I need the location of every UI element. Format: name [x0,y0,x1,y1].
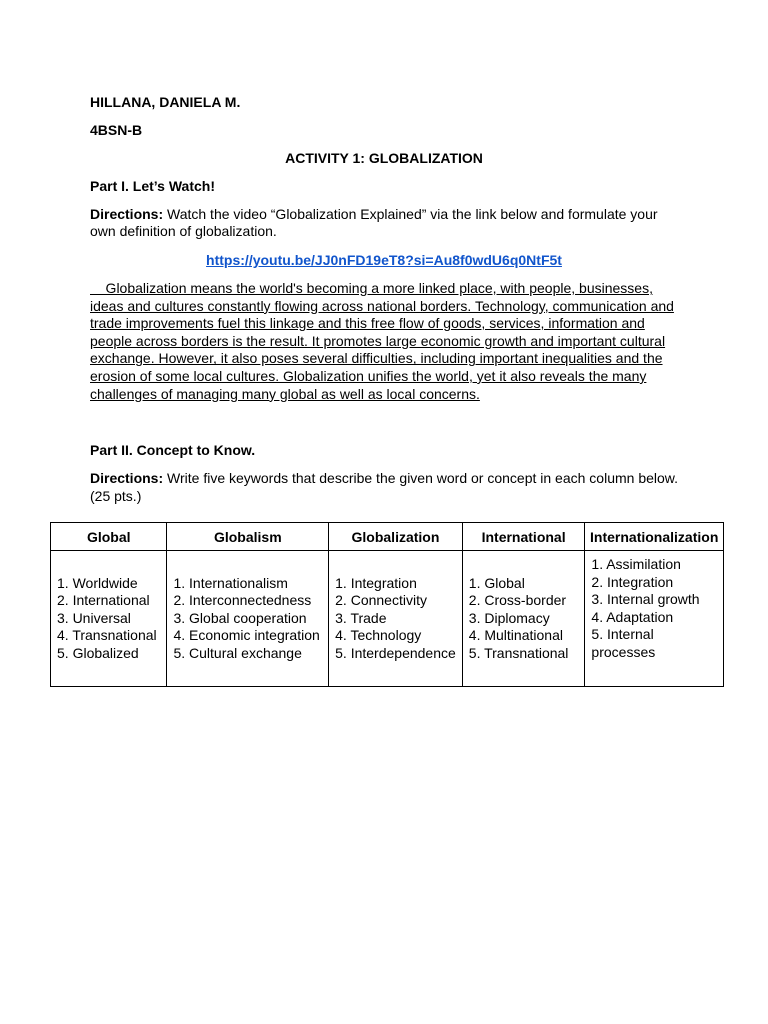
keyword-item: 2. Cross-border [468,592,567,609]
header-internationalization: Internationalization [585,523,724,551]
keyword-item: 4. Multinational [468,627,563,644]
table-header-row [51,523,724,551]
part2-directions-text: Write five keywords that describe the given word or concept in each column below. [163,470,679,486]
globalism-keywords [167,551,329,687]
definition-line: trade improvements fuel this linkage and this free flow of goods, services, information and [90,315,645,332]
keyword-item: 1. Assimilation [591,556,681,572]
internationalization-keywords [585,551,724,687]
international-keywords [462,551,585,687]
student-section: 4BSN-B [90,122,143,138]
part2-directions-label: Directions: [90,470,164,486]
part1-directions-line1 [90,206,658,222]
keyword-item: 3. Global cooperation [173,609,307,626]
globalization-keywords [329,551,463,687]
keyword-item: 2. International [57,592,150,609]
keyword-item: 1. Worldwide [57,574,138,591]
definition-line: challenges of managing many global as well as local concerns. [90,385,480,402]
keyword-item: 1. Global [468,574,525,591]
keywords-table [50,522,724,687]
definition-line: exchange. However, it also poses several difficulties, including important inequalities and the [90,350,663,367]
video-link-row [0,252,768,268]
definition-line: erosion of some local cultures. Globalization unifies the world, yet it also reveals the many [90,367,647,384]
keyword-item: 4. Technology [335,627,422,644]
keyword-item: 3. Trade [335,609,387,626]
keyword-item: 2. Connectivity [335,592,427,609]
keyword-item: 4. Economic integration [173,627,320,644]
keyword-item: 2. Interconnectedness [173,592,312,609]
part1-directions-label: Directions: [90,206,164,222]
keyword-item: 3. Internal growth [591,591,700,608]
keyword-item: 5. Interdependence [335,644,456,661]
keyword-item: 1. Integration [335,574,417,591]
video-link[interactable]: https://youtu.be/JJ0nFD19eT8?si=Au8f0wdU6q0NtF5t [206,252,562,268]
part2-directions-line1 [90,470,678,486]
header-global: Global [51,523,167,551]
keyword-item: 3. Diplomacy [468,609,550,626]
global-keywords [51,551,167,687]
part1-heading: Part I. Let’s Watch! [90,178,215,194]
keyword-item: 4. Transnational [57,627,157,644]
header-international: International [462,523,585,551]
keyword-item: 4. Adaptation [591,608,674,625]
header-globalization: Globalization [329,523,463,551]
keyword-item: 5. Cultural exchange [173,644,302,661]
part1-directions-line2: own definition of globalization. [90,223,277,239]
header-globalism: Globalism [167,523,329,551]
table-row [51,551,724,687]
keyword-item: 2. Integration [591,573,674,590]
definition-line: people across borders is the result. It promotes large economic growth and important cultural [90,332,666,349]
globalization-definition [90,280,690,403]
keyword-item: 5. Transnational [468,644,569,661]
definition-line: Globalization means the world's becoming a more linked place, with people, businesses, [90,280,653,296]
part1-directions-text: Watch the video “Globalization Explained” via the link below and formulate your [163,206,658,222]
keyword-item: 5. Globalized [57,644,139,661]
student-name: HILLANA, DANIELA M. [90,94,241,110]
keyword-item: 3. Universal [57,609,131,626]
keyword-item: 5. Internal processes [591,626,656,660]
part2-heading: Part II. Concept to Know. [90,442,256,458]
document-title: ACTIVITY 1: GLOBALIZATION [285,150,483,166]
part2-directions-line2: (25 pts.) [90,488,142,504]
definition-line: ideas and cultures constantly flowing across national borders. Technology, communication and [90,297,674,314]
keyword-item: 1. Internationalism [173,574,288,591]
